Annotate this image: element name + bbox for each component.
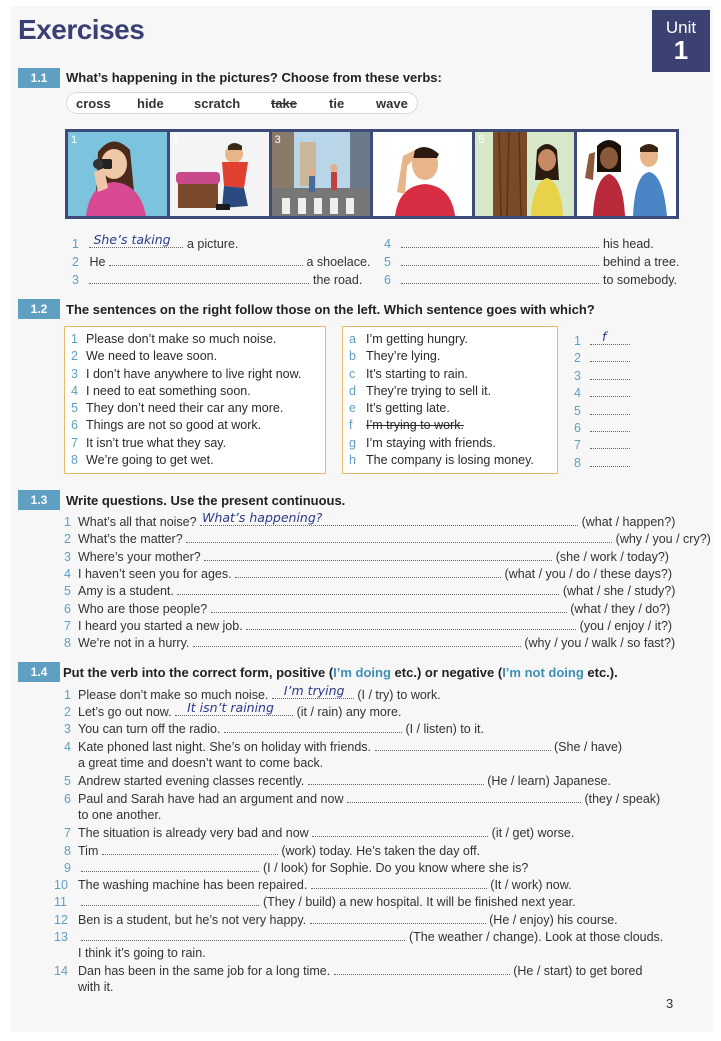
ex14-item-14: 14 Dan has been in the same job for a long time. (He / start) to get bored	[54, 964, 643, 978]
man-scratching-head-illustration	[373, 132, 472, 216]
picture-number: 5	[478, 134, 485, 146]
ex13-item-1: 1 What’s all that noise? What’s happening? (what / happen?)	[64, 510, 676, 529]
verb-tie: tie	[329, 96, 345, 111]
exercise-instruction-1-1: What’s happening in the pictures? Choose from these verbs:	[66, 70, 442, 85]
answer-line[interactable]	[109, 254, 303, 266]
ex14-item-13-cont: I think it’s going to rain.	[78, 946, 206, 960]
answer-line[interactable]	[89, 272, 309, 284]
ex13-item-3: 3 Where’s your mother? (she / work / today?)	[64, 550, 669, 564]
ex14-item-8: 8 Tim (work) today. He’s taken the day off.	[64, 844, 481, 858]
ex14-item-7: 7 The situation is already very bad and now (it / get) worse.	[64, 826, 575, 840]
ex14-item-14-cont: with it.	[78, 980, 114, 994]
ex11-item-6: 6 to somebody.	[384, 273, 678, 287]
ex14-item-6: 6 Paul and Sarah have had an argument and now (they / speak)	[64, 792, 661, 806]
verb-box	[66, 92, 418, 114]
ex13-item-2: 2 What’s the matter? (why / you / cry?)	[64, 532, 711, 546]
left-sentences-box: 1 Please don’t make so much noise. 2 We need to leave soon. 3 I don’t have anywhere to live right now. 4 I need to eat something soon. 5 They don’t need their car any more. 6 Things are not so good at work. 7 It isn’t true what they say. 8 We’re going to get wet.	[64, 326, 326, 474]
ex14-item-11: 11 (They / build) a new hospital. It will be finished next year.	[54, 895, 576, 909]
ex13-item-6: 6 Who are those people? (what / they / do?)	[64, 602, 671, 616]
answer-line[interactable]	[89, 232, 183, 248]
woman-camera-illustration	[68, 132, 167, 216]
unit-label: Unit	[665, 18, 697, 37]
ex12-answer-3: 3	[574, 368, 630, 383]
ex14-item-12: 12 Ben is a student, but he’s not very happy. (He / enjoy) his course.	[54, 913, 618, 927]
page-number: 3	[666, 996, 674, 1011]
ex12-answer-6: 6	[574, 420, 630, 435]
ex13-item-8: 8 We’re not in a hurry. (why / you / walk / so fast?)	[64, 636, 676, 650]
answer-line[interactable]	[401, 236, 599, 248]
page-title: Exercises	[18, 14, 145, 45]
right-sentences-box: a I’m getting hungry. b They’re lying. c It’s starting to rain. d They’re trying to sell it. e It’s getting late. f I’m trying to work. g I’m staying with friends. h The company is losing money.	[342, 326, 558, 474]
ex12-answer-7: 7	[574, 437, 630, 452]
ex11-item-2: 2 He a shoelace.	[72, 255, 371, 269]
ex11-item-4: 4 his head.	[384, 237, 654, 251]
unit-badge	[652, 10, 710, 72]
ex12-answer-5: 5	[574, 403, 630, 418]
picture-number: 6	[580, 134, 587, 146]
picture-number: 3	[274, 134, 281, 146]
crossing-road-illustration	[272, 132, 371, 216]
unit-number: 1	[673, 35, 689, 65]
picture-2-man-shoelace	[170, 132, 269, 216]
verb-hide: hide	[137, 96, 164, 111]
answer-line[interactable]	[401, 254, 599, 266]
picture-5-woman-behind-tree	[475, 132, 574, 216]
ex14-item-10: 10 The washing machine has been repaired. (It / work) now.	[54, 878, 572, 892]
ex14-item-6-cont: to one another.	[78, 808, 162, 822]
picture-4-man-scratching-head	[373, 132, 472, 216]
exercise-tag-1-1: 1.1	[18, 68, 60, 88]
answer-line[interactable]	[401, 272, 599, 284]
verb-scratch: scratch	[194, 96, 241, 111]
ex14-item-3: 3 You can turn off the radio. (I / listen) to it.	[64, 722, 484, 736]
exercise-tag-1-2: 1.2	[18, 299, 60, 319]
picture-number: 4	[376, 134, 383, 146]
ex14-item-1: 1 Please don’t make so much noise. I’m trying (I / try) to work.	[64, 683, 441, 702]
ex11-item-1: 1 She’s taking a picture.	[72, 232, 239, 251]
ex11-item-5: 5 behind a tree.	[384, 255, 680, 269]
ex14-item-9: 9 (I / look) for Sophie. Do you know where she is?	[64, 861, 529, 875]
woman-behind-tree-illustration	[475, 132, 574, 216]
picture-6-people-waving	[577, 132, 676, 216]
picture-number: 2	[172, 134, 179, 146]
picture-3-crossing-road	[272, 132, 371, 216]
ex14-item-4-cont: a great time and doesn’t want to come back.	[78, 756, 324, 770]
picture-number: 1	[71, 134, 78, 146]
ex12-answer-8: 8	[574, 455, 630, 470]
exercise-instruction-1-2: The sentences on the right follow those on the left. Which sentence goes with which?	[66, 302, 595, 317]
man-shoelace-illustration	[170, 132, 269, 216]
ex13-item-5: 5 Amy is a student. (what / she / study?)	[64, 584, 676, 598]
exercise-instruction-1-3: Write questions. Use the present continuous.	[66, 493, 346, 508]
exercise-instruction-1-4: Put the verb into the correct form, positive (I’m doing etc.) or negative (I’m not doing etc.).	[63, 665, 618, 680]
verb-cross: cross	[76, 96, 111, 111]
people-waving-illustration	[577, 132, 676, 216]
ex12-answer-4: 4	[574, 385, 630, 400]
ex12-answer-2: 2	[574, 350, 630, 365]
exercise-tag-1-3: 1.3	[18, 490, 60, 510]
ex14-item-5: 5 Andrew started evening classes recently. (He / learn) Japanese.	[64, 774, 611, 788]
picture-strip	[65, 129, 679, 219]
ex12-answer-1: 1 f	[574, 333, 630, 348]
exercise-tag-1-4: 1.4	[18, 662, 60, 682]
ex13-item-7: 7 I heard you started a new job. (you / enjoy / it?)	[64, 619, 673, 633]
verb-wave: wave	[376, 96, 408, 111]
workbook-page	[10, 6, 713, 1032]
ex14-item-2: 2 Let’s go out now. It isn’t raining (it / rain) any more.	[64, 700, 402, 719]
handwritten-answer: She’s taking	[93, 232, 171, 247]
ex14-item-4: 4 Kate phoned last night. She’s on holiday with friends. (She / have)	[64, 740, 623, 754]
ex14-item-13: 13 (The weather / change). Look at those clouds.	[54, 930, 664, 944]
ex11-item-3: 3 the road.	[72, 273, 363, 287]
verb-take: take	[271, 96, 298, 111]
picture-1-woman-camera	[68, 132, 167, 216]
ex13-item-4: 4 I haven’t seen you for ages. (what / you / do / these days?)	[64, 567, 672, 581]
